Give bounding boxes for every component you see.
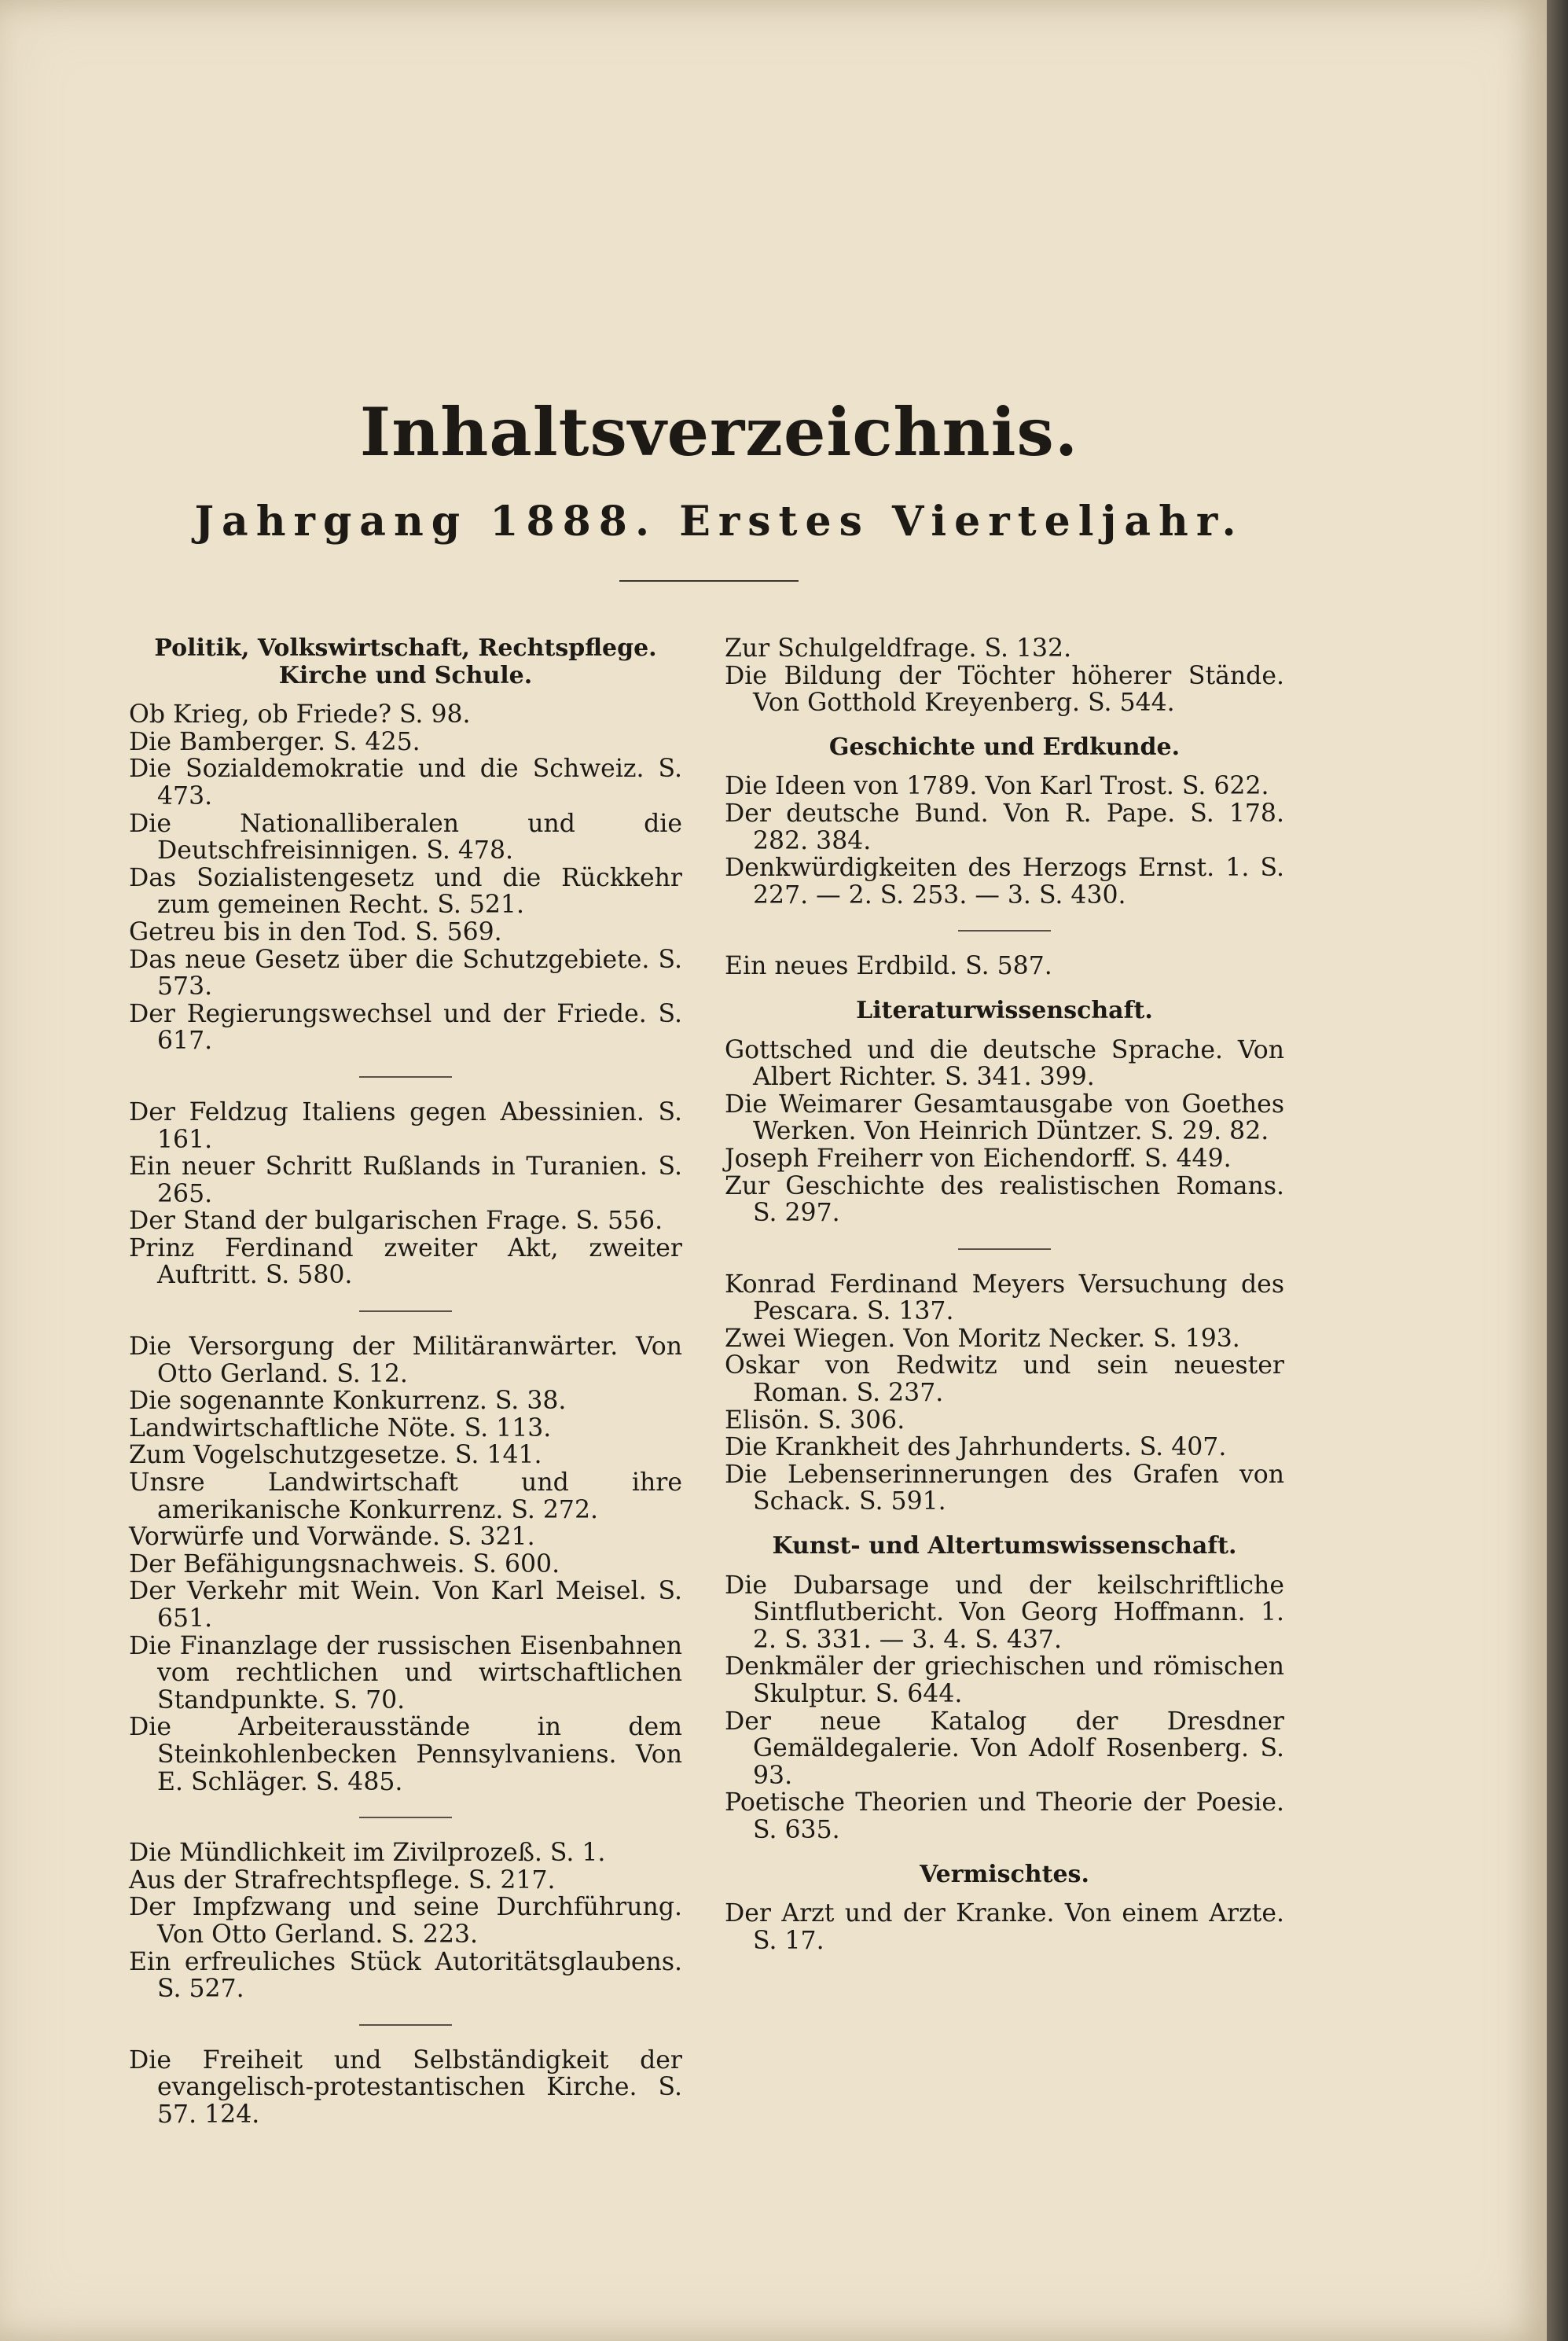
section-heading-vermischtes: Vermischtes. (920, 1860, 1089, 1888)
toc-entry: Ein neuer Schritt Rußlands in Turanien. S. 265. (129, 1152, 682, 1208)
section-heading-literatur: Literaturwissenschaft. (856, 996, 1153, 1024)
toc-entry: Zwei Wiegen. Von Moritz Necker. S. 193. (725, 1324, 1240, 1353)
toc-entry: Die Bamberger. S. 425. (129, 727, 420, 756)
toc-entry: Der Arzt und der Kranke. Von einem Arzte. S. 17. (725, 1899, 1284, 1955)
toc-entry: Zur Geschichte des realistischen Romans. S. 297. (725, 1171, 1284, 1228)
toc-entry: Der Stand der bulgarischen Frage. S. 556. (129, 1207, 663, 1236)
toc-entry: Die Dubarsage und der keilschriftliche Sintflutbericht. Von Georg Hoffmann. 1. 2. S. 331. — 3. 4. S. 437. (725, 1571, 1284, 1654)
toc-entry: Der Regierungswechsel und der Friede. S. 617. (129, 999, 682, 1056)
toc-entry: Die Arbeiterausstände in dem Steinkohlenbecken Pennsylvaniens. Von E. Schläger. S. 485. (129, 1713, 682, 1796)
toc-entry: Vorwürfe und Vorwände. S. 321. (129, 1523, 535, 1552)
toc-entry: Getreu bis in den Tod. S. 569. (129, 917, 502, 946)
toc-entry: Denkwürdigkeiten des Herzogs Ernst. 1. S. 227. — 2. S. 253. — 3. S. 430. (725, 854, 1284, 910)
toc-entry: Gottsched und die deutsche Sprache. Von Albert Richter. S. 341. 399. (725, 1035, 1284, 1092)
group-divider (359, 1310, 452, 1312)
toc-entry: Der Verkehr mit Wein. Von Karl Meisel. S. 651. (129, 1577, 682, 1633)
toc-entry: Die Weimarer Gesamtausgabe von Goethes Werken. Von Heinrich Düntzer. S. 29. 82. (725, 1090, 1284, 1146)
toc-entry: Die Nationalliberalen und die Deutschfreisinnigen. S. 478. (129, 809, 682, 865)
section-heading-geschichte: Geschichte und Erdkunde. (828, 733, 1181, 761)
toc-entry: Elisön. S. 306. (725, 1406, 905, 1435)
toc-entry: Joseph Freiherr von Eichendorff. S. 449. (725, 1144, 1232, 1173)
page-subtitle: Jahrgang 1888. Erstes Vierteljahr. (194, 498, 1244, 546)
group-divider (359, 1076, 452, 1078)
toc-entry: Der Feldzug Italiens gegen Abessinien. S. 161. (129, 1097, 682, 1154)
toc-entry: Aus der Strafrechtspflege. S. 217. (129, 1865, 556, 1894)
toc-entry: Der neue Katalog der Dresdner Gemäldegalerie. Von Adolf Rosenberg. S. 93. (725, 1707, 1284, 1790)
toc-entry: Die Mündlichkeit im Zivilprozeß. S. 1. (129, 1839, 606, 1868)
toc-entry: Zum Vogelschutzgesetze. S. 141. (129, 1441, 542, 1470)
group-divider (359, 1817, 452, 1818)
toc-entry: Konrad Ferdinand Meyers Versuchung des Pescara. S. 137. (725, 1270, 1284, 1326)
right-column (725, 635, 1284, 1954)
toc-entry: Die Bildung der Töchter höherer Stände. Von Gotthold Kreyenberg. S. 544. (725, 661, 1284, 718)
toc-entry: Der Befähigungsnachweis. S. 600. (129, 1549, 560, 1578)
group-divider (359, 2024, 452, 2026)
toc-entry: Die Versorgung der Militäranwärter. Von Otto Gerland. S. 12. (129, 1332, 682, 1388)
toc-entry: Zur Schulgeldfrage. S. 132. (725, 634, 1072, 663)
toc-entry: Prinz Ferdinand zweiter Akt, zweiter Auftritt. S. 580. (129, 1233, 682, 1290)
toc-entry: Die Sozialdemokratie und die Schweiz. S. 473. (129, 755, 682, 810)
toc-entry: Der deutsche Bund. Von R. Pape. S. 178. 282. 384. (725, 799, 1284, 855)
toc-entry: Die Lebenserinnerungen des Grafen von Schack. S. 591. (725, 1460, 1284, 1516)
left-column (129, 635, 682, 2129)
group-divider (958, 1248, 1051, 1250)
toc-entry: Denkmäler der griechischen und römischen Skulptur. S. 644. (725, 1652, 1284, 1708)
page-title: Inhaltsverzeichnis. (359, 393, 1079, 471)
toc-entry: Ein erfreuliches Stück Autoritätsglaubens. S. 527. (129, 1947, 682, 2004)
toc-entry: Ob Krieg, ob Friede? S. 98. (129, 700, 471, 729)
toc-entry: Die Ideen von 1789. Von Karl Trost. S. 622. (725, 772, 1269, 801)
page-edge (1547, 0, 1568, 2341)
toc-entry: Ein neues Erdbild. S. 587. (725, 952, 1052, 981)
toc-entry: Die Krankheit des Jahrhunderts. S. 407. (725, 1433, 1227, 1462)
toc-entry: Poetische Theorien und Theorie der Poesie. S. 635. (725, 1788, 1284, 1844)
toc-entry: Oskar von Redwitz und sein neuester Roman. S. 237. (725, 1351, 1284, 1408)
section-heading-politik: Politik, Volkswirtschaft, Rechtspflege. Kirche und Schule. (154, 634, 657, 689)
section-heading-kunst: Kunst- und Altertumswissenschaft. (772, 1532, 1237, 1560)
group-divider (958, 930, 1051, 932)
toc-entry: Das neue Gesetz über die Schutzgebiete. S. 573. (129, 945, 682, 1001)
toc-entry: Die Freiheit und Selbständigkeit der evangelisch-protestantischen Kirche. S. 57. 124. (129, 2045, 682, 2129)
toc-entry: Die sogenannte Konkurrenz. S. 38. (129, 1387, 567, 1416)
toc-entry: Der Impfzwang und seine Durchführung. Von Otto Gerland. S. 223. (129, 1893, 682, 1949)
toc-entry: Die Finanzlage der russischen Eisenbahnen vom rechtlichen und wirtschaftlichen Standpunkte. S. 70. (129, 1631, 682, 1714)
toc-entry: Landwirtschaftliche Nöte. S. 113. (129, 1413, 552, 1442)
toc-entry: Unsre Landwirtschaft und ihre amerikanische Konkurrenz. S. 272. (129, 1468, 682, 1524)
title-divider (619, 580, 799, 582)
toc-entry: Das Sozialistengesetz und die Rückkehr zum gemeinen Recht. S. 521. (129, 863, 682, 920)
